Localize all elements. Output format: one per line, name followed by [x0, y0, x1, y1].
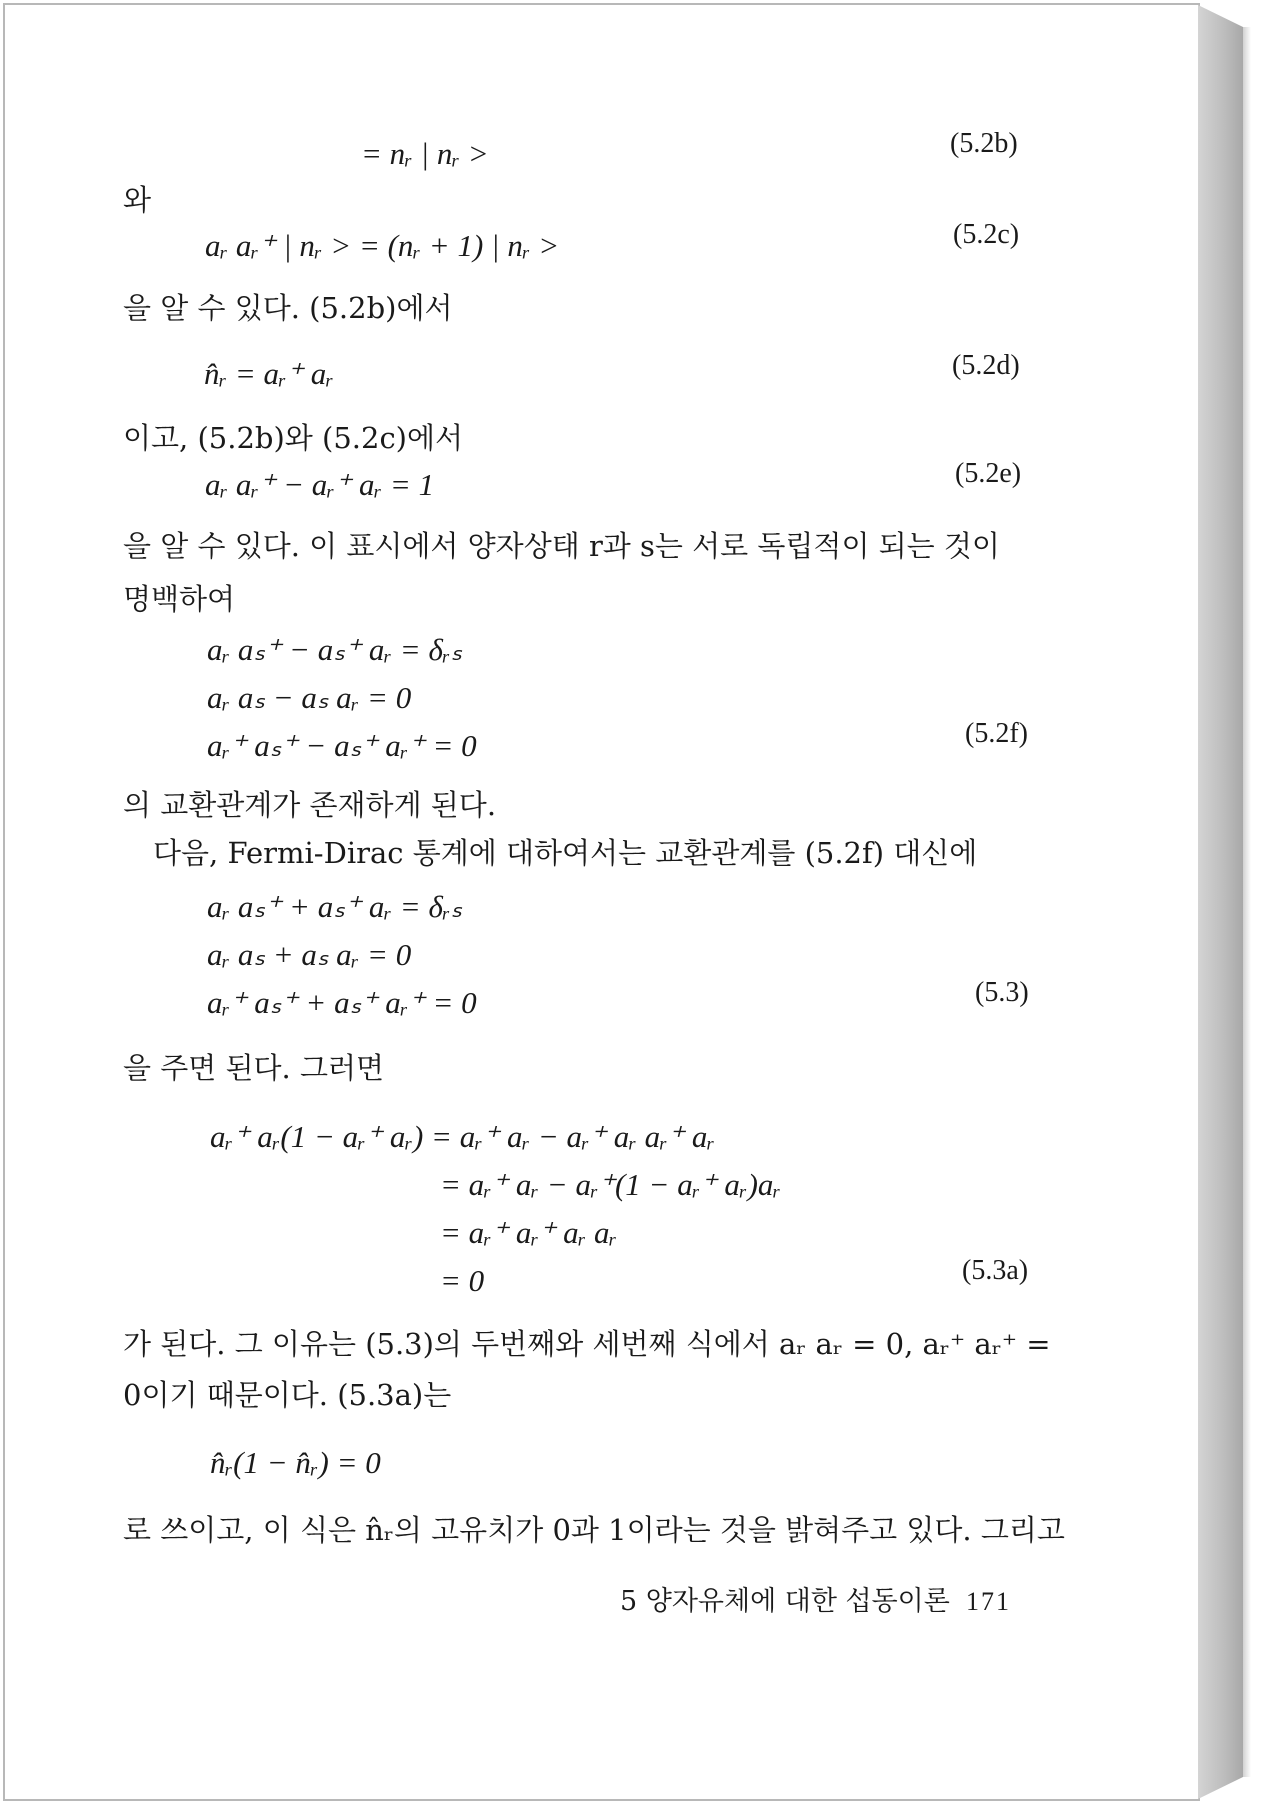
equation-5-2f-line-1: aᵣ aₛ⁺ − aₛ⁺ aᵣ = δᵣₛ: [207, 632, 463, 667]
equation-5-2b: = nᵣ | nᵣ >: [361, 136, 489, 171]
equation-5-2f-line-3: aᵣ⁺ aₛ⁺ − aₛ⁺ aᵣ⁺ = 0: [207, 728, 477, 763]
equation-5-3-line-1: aᵣ aₛ⁺ + aₛ⁺ aᵣ = δᵣₛ: [207, 889, 463, 924]
text-line: 0이기 때문이다. (5.3a)는: [123, 1378, 452, 1412]
equation-5-2f-line-2: aᵣ aₛ − aₛ aᵣ = 0: [207, 680, 412, 715]
text-line: 의 교환관계가 존재하게 된다.: [123, 788, 497, 822]
equation-number-5-2f: (5.2f): [965, 718, 1028, 749]
equation-number-5-3a: (5.3a): [962, 1255, 1029, 1286]
text-line: 이고, (5.2b)와 (5.2c)에서: [123, 421, 464, 455]
text-line: 와: [123, 183, 152, 217]
text-line: 을 주면 된다. 그러면: [123, 1051, 384, 1085]
equation-5-2c: aᵣ aᵣ⁺ | nᵣ > = (nᵣ + 1) | nᵣ >: [205, 228, 560, 263]
equation-number-5-2c: (5.2c): [953, 219, 1020, 250]
equation-5-3a-line-2: = aᵣ⁺ aᵣ − aᵣ⁺(1 − aᵣ⁺ aᵣ)aᵣ: [440, 1167, 782, 1202]
text-line: 로 쓰이고, 이 식은 n̂ᵣ의 고유치가 0과 1이라는 것을 밝혀주고 있다. 그리고: [123, 1513, 1065, 1547]
text-line: 명백하여: [123, 582, 236, 616]
equation-5-3-line-3: aᵣ⁺ aₛ⁺ + aₛ⁺ aᵣ⁺ = 0: [207, 985, 477, 1020]
text-line: 다음, Fermi-Dirac 통계에 대하여서는 교환관계를 (5.2f) 대신에: [153, 836, 978, 870]
equation-number-5-2b: (5.2b): [950, 128, 1018, 159]
text-line: 을 알 수 있다. 이 표시에서 양자상태 r과 s는 서로 독립적이 되는 것이: [123, 529, 1000, 563]
equation-n-hat: n̂ᵣ(1 − n̂ᵣ) = 0: [210, 1445, 381, 1480]
equation-5-3a-line-3: = aᵣ⁺ aᵣ⁺ aᵣ aᵣ: [440, 1215, 618, 1250]
page-edge-stack: [1198, 5, 1243, 1799]
equation-5-3a-line-4: = 0: [440, 1263, 485, 1298]
equation-5-2d: n̂ᵣ = aᵣ⁺ aᵣ: [204, 356, 334, 391]
equation-number-5-2e: (5.2e): [955, 458, 1022, 489]
page-number: 171: [966, 1587, 1011, 1616]
equation-5-2e: aᵣ aᵣ⁺ − aᵣ⁺ aᵣ = 1: [205, 467, 435, 502]
running-footer-chapter: 5 양자유체에 대한 섭동이론: [620, 1586, 950, 1617]
equation-number-5-3: (5.3): [975, 977, 1029, 1008]
equation-5-3a-line-1: aᵣ⁺ aᵣ(1 − aᵣ⁺ aᵣ) = aᵣ⁺ aᵣ − aᵣ⁺ aᵣ aᵣ⁺ aᵣ: [210, 1119, 716, 1154]
text-line: 을 알 수 있다. (5.2b)에서: [123, 291, 453, 325]
text-line: 가 된다. 그 이유는 (5.3)의 두번째와 세번째 식에서 aᵣ aᵣ = 0, aᵣ⁺ aᵣ⁺ =: [123, 1327, 1051, 1361]
page-shadow: [1243, 27, 1251, 1777]
equation-number-5-2d: (5.2d): [952, 350, 1020, 381]
equation-5-3-line-2: aᵣ aₛ + aₛ aᵣ = 0: [207, 937, 412, 972]
